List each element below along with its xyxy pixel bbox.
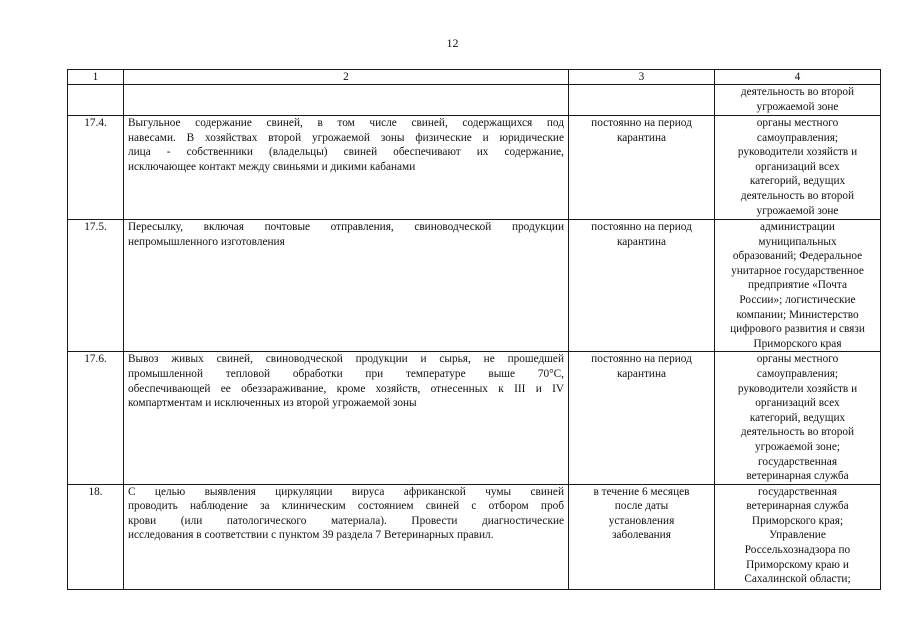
- measure-line: обеспечивающей ее обеззараживание, кроме хозяйств, отнесенных к III и IV: [128, 382, 564, 395]
- measure-line: исключающее контакт между свиньями и дикими кабанами: [128, 160, 416, 173]
- measure-line: проводить наблюдение за клиническим состоянием свиней с отбором проб: [128, 500, 564, 513]
- measure-line: навесами. В хозяйствах второй угрожаемой зоны физические и юридические: [128, 131, 564, 144]
- executor-line: угрожаемой зоне: [756, 204, 839, 217]
- term-line: после даты: [614, 500, 669, 513]
- executor-line: деятельность во второй: [740, 189, 855, 202]
- term-line: карантина: [616, 367, 667, 380]
- executor-line: муниципальных: [758, 235, 837, 248]
- table-row: [68, 220, 881, 352]
- term-line: постоянно на период: [591, 117, 692, 129]
- executor-line: ветеринарная служба: [746, 470, 849, 483]
- measures-table: [67, 69, 881, 590]
- executor-line: Приморскому краю и: [746, 558, 849, 571]
- item-number: 17.4.: [68, 116, 124, 220]
- measure-line: Пересылку, включая почтовые отправления, свиноводческой продукции: [128, 221, 564, 233]
- table-row: [68, 484, 881, 589]
- measure-line: Выгульное содержание свиней, в том числе свиней, содержащихся под: [128, 117, 564, 129]
- column-header-1: 1: [68, 70, 124, 85]
- item-number: [68, 85, 124, 116]
- measure-line: лица - собственники (владельцы) свиней обеспечивают их содержание,: [128, 146, 564, 159]
- executor-line: руководители хозяйств и: [737, 146, 858, 159]
- table-row: [68, 85, 881, 116]
- executor-line: категорий, ведущих: [749, 411, 846, 424]
- column-header-4: 4: [715, 70, 881, 85]
- executor-line: угрожаемой зоне;: [754, 440, 841, 453]
- executor-line: России»; логистические: [739, 293, 856, 306]
- executor-line: самоуправления;: [756, 367, 839, 380]
- term-line: постоянно на период: [591, 353, 692, 366]
- executor-line: компании; Министерство: [736, 308, 859, 321]
- executor-line: руководители хозяйств и: [737, 382, 858, 395]
- item-number: 17.5.: [68, 220, 124, 352]
- executor-line: деятельность во второй: [740, 86, 855, 98]
- measure-line: исследования в соответствии с пунктом 39 раздела 7 Ветеринарных правил.: [128, 529, 494, 542]
- measure-line: Вывоз живых свиней, свиноводческой продукции и сырья, не прошедшей: [128, 353, 564, 366]
- executor-line: Приморского края;: [751, 514, 844, 527]
- term-line: в течение 6 месяцев: [593, 485, 690, 498]
- executor-line: угрожаемой зоне: [756, 100, 839, 113]
- executor-line: Россельхознадзора по: [744, 544, 851, 557]
- executors-text: [715, 85, 881, 116]
- page-number: 12: [446, 36, 459, 50]
- column-header-2: 2: [124, 70, 569, 85]
- measure-line: непромышленного изготовления: [128, 235, 285, 248]
- executor-line: предприятие «Почта: [748, 279, 847, 292]
- executor-line: организаций всех: [755, 397, 840, 410]
- executor-line: Приморского края: [753, 337, 842, 350]
- term-text: [569, 352, 715, 484]
- executor-line: цифрового развития и связи: [730, 323, 865, 336]
- executors-text: [715, 116, 881, 220]
- item-number: 18.: [68, 484, 124, 589]
- term-text: [569, 116, 715, 220]
- measure-line: крови (или патологического материала). Провести диагностические: [128, 514, 564, 527]
- executors-text: [715, 220, 881, 352]
- executor-line: ветеринарная служба: [746, 500, 849, 513]
- term-text: [569, 220, 715, 352]
- executor-line: органы местного: [756, 117, 839, 129]
- term-text: [569, 484, 715, 589]
- term-line: установления: [608, 514, 675, 527]
- measure-text: [124, 352, 569, 484]
- table-row: [68, 352, 881, 484]
- executors-text: [715, 484, 881, 589]
- executor-line: образований; Федеральное: [732, 250, 863, 263]
- table-header-row: [68, 70, 881, 85]
- executor-line: унитарное государственное: [731, 264, 864, 277]
- term-line: постоянно на период: [591, 221, 692, 233]
- measure-text: [124, 116, 569, 220]
- measure-line: компартментам и исключенных из второй угрожаемой зоны: [128, 397, 417, 410]
- executor-line: Управление: [769, 529, 826, 542]
- table-row: [68, 116, 881, 220]
- measure-line: промышленной тепловой обработки при температуре выше 70°С,: [128, 367, 564, 380]
- executor-line: администрации: [760, 221, 835, 233]
- term-line: карантина: [616, 235, 667, 248]
- term-text: [569, 85, 715, 116]
- column-header-3: 3: [569, 70, 715, 85]
- executor-line: категорий, ведущих: [749, 175, 846, 188]
- executor-line: государственная: [757, 455, 838, 468]
- executor-line: органы местного: [756, 353, 839, 366]
- executors-text: [715, 352, 881, 484]
- measure-text: [124, 220, 569, 352]
- executor-line: организаций всех: [755, 160, 840, 173]
- executor-line: деятельность во второй: [740, 426, 855, 439]
- item-number: 17.6.: [68, 352, 124, 484]
- executor-line: самоуправления;: [756, 131, 839, 144]
- measure-text: [124, 484, 569, 589]
- executor-line: государственная: [757, 485, 838, 498]
- measure-line: С целью выявления циркуляции вируса африканской чумы свиней: [128, 485, 564, 498]
- measure-text: [124, 85, 569, 116]
- term-line: заболевания: [612, 529, 671, 542]
- term-line: карантина: [616, 131, 667, 144]
- executor-line: Сахалинской области;: [744, 573, 851, 586]
